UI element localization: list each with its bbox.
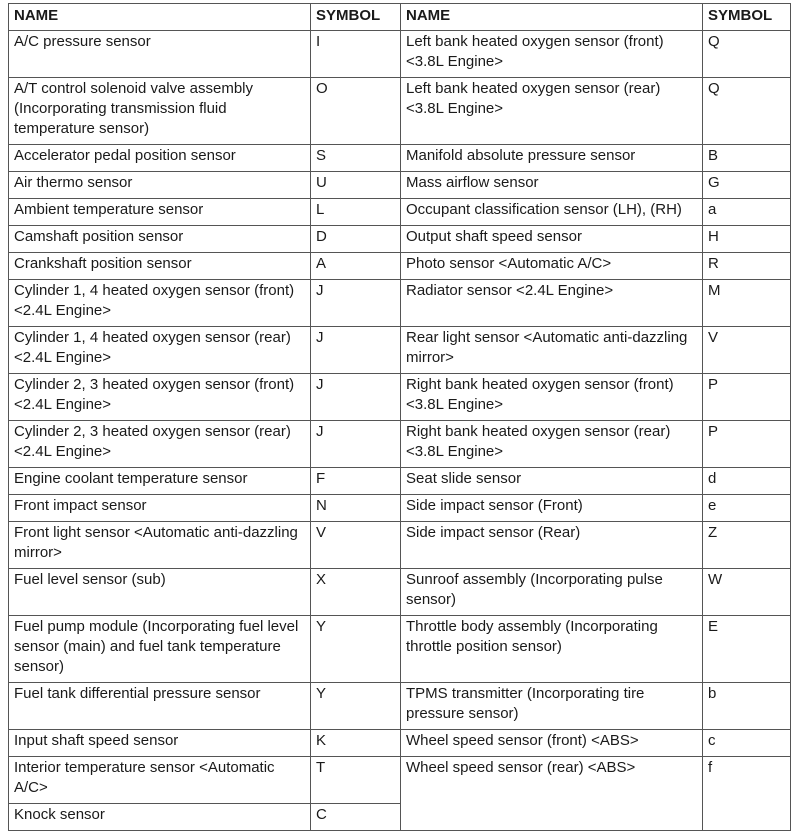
sensor-symbol-right: W [703,569,791,616]
sensor-symbol-right: Q [703,78,791,145]
sensor-symbol-right: H [703,226,791,253]
sensor-name-left: Cylinder 1, 4 heated oxygen sensor (front) <2.4L Engine> [9,280,311,327]
sensor-symbol-right: Q [703,31,791,78]
sensor-symbol-left: O [311,78,401,145]
sensor-name-left: Input shaft speed sensor [9,730,311,757]
sensor-symbol-left: F [311,468,401,495]
sensor-name-right: TPMS transmitter (Incorporating tire pressure sensor) [401,683,703,730]
sensor-symbol-right: Z [703,522,791,569]
sensor-name-left: Engine coolant temperature sensor [9,468,311,495]
sensor-name-left: Front light sensor <Automatic anti-dazzling mirror> [9,522,311,569]
sensor-name-left: Front impact sensor [9,495,311,522]
sensor-symbol-left: J [311,374,401,421]
sensor-symbol-left: X [311,569,401,616]
sensor-symbol-right: G [703,172,791,199]
sensor-symbol-table [8,3,791,831]
sensor-name-left: Camshaft position sensor [9,226,311,253]
sensor-name-right: Occupant classification sensor (LH), (RH) [401,199,703,226]
sensor-name-left: Cylinder 2, 3 heated oxygen sensor (front) <2.4L Engine> [9,374,311,421]
sensor-symbol-right: b [703,683,791,730]
sensor-name-left: Fuel tank differential pressure sensor [9,683,311,730]
sensor-name-left: Knock sensor [9,804,311,831]
sensor-name-right: Side impact sensor (Front) [401,495,703,522]
sensor-name-right: Throttle body assembly (Incorporating throttle position sensor) [401,616,703,683]
sensor-name-left: Crankshaft position sensor [9,253,311,280]
table-row [9,730,791,757]
sensor-name-left: A/T control solenoid valve assembly (Incorporating transmission fluid temperature sensor) [9,78,311,145]
table-row [9,327,791,374]
sensor-symbol-right: B [703,145,791,172]
table-row [9,145,791,172]
sensor-name-left: Cylinder 1, 4 heated oxygen sensor (rear) <2.4L Engine> [9,327,311,374]
sensor-name-left: Ambient temperature sensor [9,199,311,226]
sensor-name-right: Side impact sensor (Rear) [401,522,703,569]
sensor-symbol-left: C [311,804,401,831]
sensor-name-left: Fuel level sensor (sub) [9,569,311,616]
sensor-name-right: Right bank heated oxygen sensor (front) <3.8L Engine> [401,374,703,421]
table-row [9,199,791,226]
table-row [9,226,791,253]
sensor-name-right: Left bank heated oxygen sensor (front) <3.8L Engine> [401,31,703,78]
sensor-symbol-left: J [311,327,401,374]
table-row [9,78,791,145]
sensor-name-right: Left bank heated oxygen sensor (rear) <3.8L Engine> [401,78,703,145]
sensor-name-right: Mass airflow sensor [401,172,703,199]
sensor-symbol-left: D [311,226,401,253]
table-header-row [9,4,791,31]
table-row [9,468,791,495]
sensor-name-right: Radiator sensor <2.4L Engine> [401,280,703,327]
sensor-name-left: Cylinder 2, 3 heated oxygen sensor (rear) <2.4L Engine> [9,421,311,468]
header-name-left: NAME [9,4,311,31]
sensor-name-right: Manifold absolute pressure sensor [401,145,703,172]
table-row [9,374,791,421]
table-row [9,31,791,78]
table-body [9,31,791,831]
sensor-symbol-right: a [703,199,791,226]
table-row [9,683,791,730]
sensor-name-right: Photo sensor <Automatic A/C> [401,253,703,280]
header-symbol-left: SYMBOL [311,4,401,31]
table-row [9,616,791,683]
sensor-symbol-right: M [703,280,791,327]
sensor-name-right: Seat slide sensor [401,468,703,495]
sensor-symbol-left: N [311,495,401,522]
sensor-symbol-right: R [703,253,791,280]
sensor-name-right: Wheel speed sensor (front) <ABS> [401,730,703,757]
sensor-name-left: Fuel pump module (Incorporating fuel level sensor (main) and fuel tank temperature sensor) [9,616,311,683]
table-row [9,421,791,468]
table-row [9,757,791,804]
sensor-symbol-left: T [311,757,401,804]
sensor-symbol-left: Y [311,683,401,730]
sensor-symbol-right: f [703,757,791,831]
table-row [9,569,791,616]
sensor-name-left: Air thermo sensor [9,172,311,199]
sensor-symbol-right: P [703,374,791,421]
header-name-right: NAME [401,4,703,31]
header-symbol-right: SYMBOL [703,4,791,31]
sensor-symbol-left: K [311,730,401,757]
table-row [9,253,791,280]
sensor-symbol-right: e [703,495,791,522]
sensor-symbol-left: J [311,280,401,327]
sensor-symbol-right: V [703,327,791,374]
sensor-name-right: Right bank heated oxygen sensor (rear) <3.8L Engine> [401,421,703,468]
sensor-symbol-left: J [311,421,401,468]
table-row [9,522,791,569]
sensor-symbol-left: L [311,199,401,226]
sensor-symbol-left: Y [311,616,401,683]
sensor-name-right: Rear light sensor <Automatic anti-dazzling mirror> [401,327,703,374]
sensor-symbol-right: c [703,730,791,757]
sensor-symbol-left: I [311,31,401,78]
sensor-symbol-left: U [311,172,401,199]
sensor-name-right: Output shaft speed sensor [401,226,703,253]
table-row [9,172,791,199]
sensor-symbol-right: d [703,468,791,495]
table-row [9,495,791,522]
sensor-name-left: A/C pressure sensor [9,31,311,78]
sensor-symbol-right: E [703,616,791,683]
sensor-symbol-left: V [311,522,401,569]
sensor-symbol-left: A [311,253,401,280]
sensor-name-right: Sunroof assembly (Incorporating pulse sensor) [401,569,703,616]
sensor-name-left: Interior temperature sensor <Automatic A/C> [9,757,311,804]
sensor-symbol-right: P [703,421,791,468]
sensor-symbol-left: S [311,145,401,172]
sensor-name-right: Wheel speed sensor (rear) <ABS> [401,757,703,831]
sensor-name-left: Accelerator pedal position sensor [9,145,311,172]
table-row [9,280,791,327]
